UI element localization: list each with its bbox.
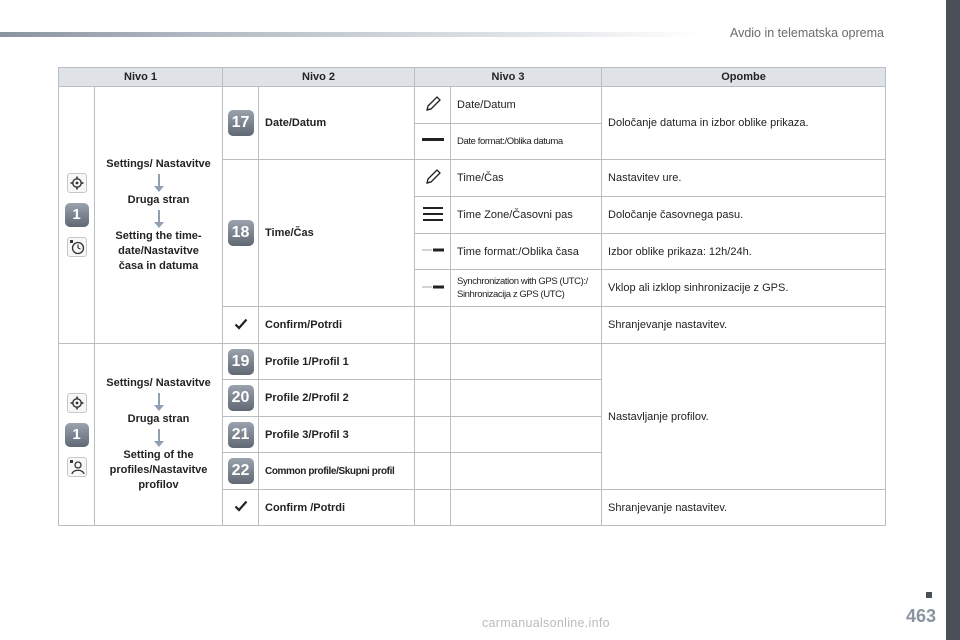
level2-common-profile: Common profile/Skupni profil xyxy=(259,453,415,490)
section1-nav xyxy=(95,87,223,344)
settings-table xyxy=(58,67,886,526)
note-confirm: Shranjevanje nastavitev. xyxy=(602,307,886,344)
nav-time-date-label: Setting the time-date/Nastavitve časa in datuma xyxy=(115,229,202,272)
note-gps-sync: Vklop ali izklop sinhronizacije z GPS. xyxy=(602,270,886,307)
page-marker xyxy=(926,592,932,598)
profile-icon xyxy=(67,457,87,477)
clock-icon xyxy=(67,237,87,257)
step-badge-18: 18 xyxy=(228,220,254,246)
level2-profile1: Profile 1/Profil 1 xyxy=(259,344,415,380)
level2-profile2: Profile 2/Profil 2 xyxy=(259,380,415,417)
level3-time-format: Time format:/Oblika časa xyxy=(451,234,602,270)
step-badge-22: 22 xyxy=(228,458,254,484)
page-header-title: Avdio in telematska oprema xyxy=(729,26,884,40)
nav-second-page-label: Druga stran xyxy=(127,193,190,206)
note-time-format: Izbor oblike prikaza: 12h/24h. xyxy=(602,234,886,270)
header-bar xyxy=(0,32,700,37)
down-arrow-icon xyxy=(158,393,160,409)
col-header-nivo1: Nivo 1 xyxy=(59,68,223,87)
format-bar-icon xyxy=(421,135,445,145)
watermark: carmanualsonline.info xyxy=(482,616,610,630)
level2-time: Time/Čas xyxy=(259,160,415,307)
step-badge-19: 19 xyxy=(228,349,254,375)
level3-time: Time/Čas xyxy=(451,160,602,197)
checkmark-icon xyxy=(234,499,248,513)
note-time-zone: Določanje časovnega pasu. xyxy=(602,197,886,234)
table-row xyxy=(59,87,886,124)
step-badge-21: 21 xyxy=(228,422,254,448)
note-confirm-profiles: Shranjevanje nastavitev. xyxy=(602,490,886,526)
step-badge-1: 1 xyxy=(65,203,89,227)
col-header-opombe: Opombe xyxy=(602,68,886,87)
level3-date: Date/Datum xyxy=(451,87,602,124)
nav-settings-label: Settings/ Nastavitve xyxy=(106,377,211,389)
level2-confirm-profiles: Confirm /Potrdi xyxy=(259,490,415,526)
nav-profiles-label: Setting of the profiles/Nastavitve profilov xyxy=(109,449,208,491)
page-number: 463 xyxy=(905,606,936,626)
level2-confirm: Confirm/Potrdi xyxy=(259,307,415,344)
table-header-row xyxy=(59,68,886,87)
level3-time-zone: Time Zone/Časovni pas xyxy=(451,197,602,234)
toggle-line-icon xyxy=(421,245,445,255)
nav-second-page-label: Druga stran xyxy=(127,413,190,425)
step-badge-20: 20 xyxy=(228,385,254,411)
gear-icon xyxy=(67,173,87,193)
level3-gps-sync: Synchronization with GPS (UTC):/ Sinhronizacija z GPS (UTC) xyxy=(451,270,602,307)
down-arrow-icon xyxy=(158,210,160,226)
section1-icons xyxy=(59,87,95,344)
note-date: Določanje datuma in izbor oblike prikaza. xyxy=(602,87,886,160)
nav-settings-label: Settings/ Nastavitve xyxy=(106,157,211,170)
note-profiles: Nastavljanje profilov. xyxy=(602,344,886,490)
down-arrow-icon xyxy=(158,174,160,190)
gear-icon xyxy=(67,393,87,413)
checkmark-icon xyxy=(234,317,248,331)
toggle-line-icon xyxy=(421,282,445,292)
note-time: Nastavitev ure. xyxy=(602,160,886,197)
section2-nav xyxy=(95,344,223,526)
right-edge-bar xyxy=(946,0,960,640)
step-badge-1: 1 xyxy=(65,423,89,447)
section2-icons xyxy=(59,344,95,526)
level3-date-format: Date format:/Oblika datuma xyxy=(451,124,602,160)
col-header-nivo3: Nivo 3 xyxy=(415,68,602,87)
level2-profile3: Profile 3/Profil 3 xyxy=(259,417,415,453)
table-row xyxy=(59,344,886,380)
level2-date: Date/Datum xyxy=(259,87,415,160)
pencil-icon xyxy=(423,94,443,114)
down-arrow-icon xyxy=(158,429,160,445)
step-badge-17: 17 xyxy=(228,110,254,136)
pencil-icon xyxy=(423,167,443,187)
list-icon xyxy=(422,205,444,223)
col-header-nivo2: Nivo 2 xyxy=(223,68,415,87)
